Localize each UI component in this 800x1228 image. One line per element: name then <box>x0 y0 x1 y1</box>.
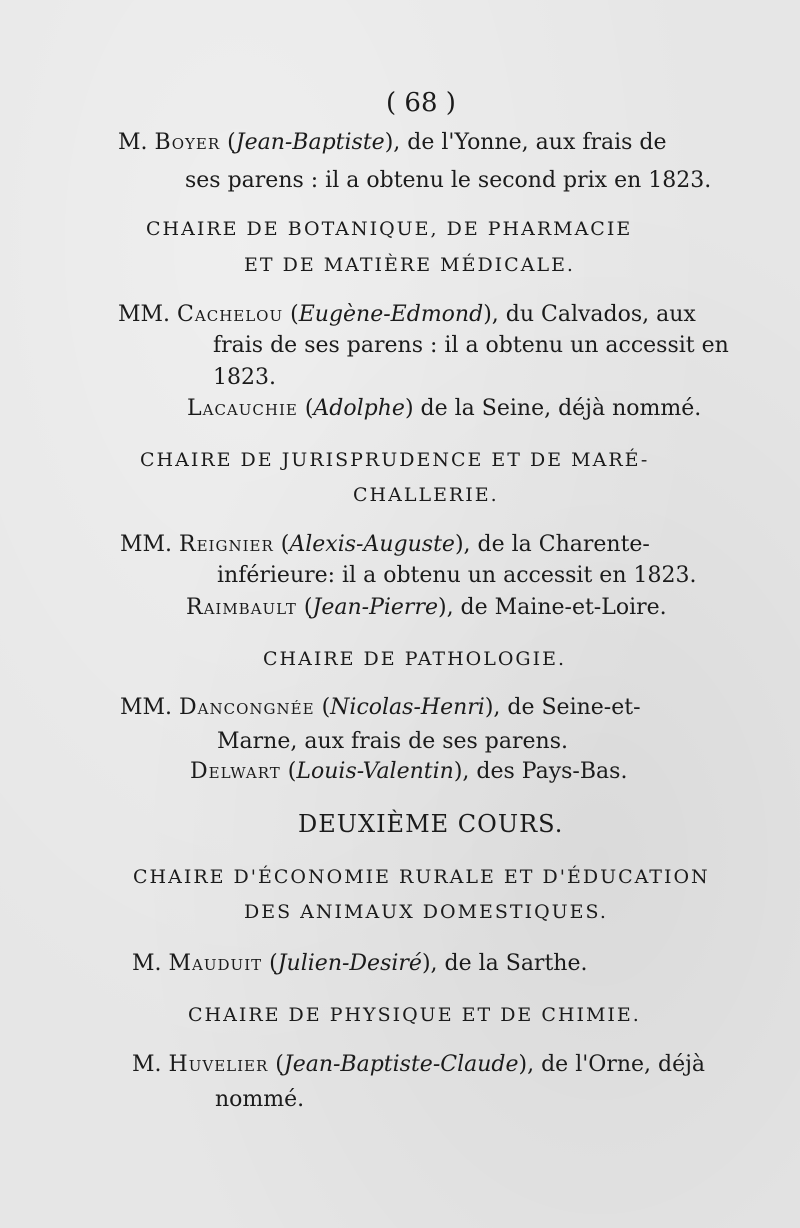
entry-rest: ), de Seine-et- <box>484 695 641 720</box>
entry-rest: ), de l'Orne, déjà <box>518 1052 706 1077</box>
entry-continuation: 1823. <box>213 365 276 390</box>
given-names: Alexis-Auguste <box>289 532 455 557</box>
entry-rest: ), des Pays-Bas. <box>453 759 628 784</box>
entry-mauduit <box>132 951 587 976</box>
paren-open: ( <box>275 1052 284 1077</box>
section-heading: CHAIRE DE PHYSIQUE ET DE CHIMIE. <box>188 1004 641 1026</box>
section-heading: CHALLERIE. <box>353 484 499 506</box>
surname: Reignier <box>179 532 274 557</box>
given-names: Louis-Valentin <box>296 759 454 784</box>
entry-continuation: ses parens : il a obtenu le second prix en 1823. <box>185 168 712 193</box>
entry-huvelier <box>132 1052 705 1077</box>
given-names: Jean-Pierre <box>312 595 438 620</box>
surname: Lacauchie <box>187 396 298 421</box>
paren-open: ( <box>287 759 297 784</box>
paren-open: ( <box>280 532 290 557</box>
section-heading: CHAIRE D'ÉCONOMIE RURALE ET D'ÉDUCATION <box>133 866 710 888</box>
entry-continuation: frais de ses parens : il a obtenu un accessit en <box>213 333 729 358</box>
given-names: Adolphe <box>313 396 405 421</box>
entry-delwart <box>190 759 627 784</box>
paren-open: ( <box>269 951 278 976</box>
entry-raimbault <box>186 595 667 620</box>
surname: Dancongnée <box>179 695 315 720</box>
honorific: M. <box>118 130 148 155</box>
entry-rest: ), de Maine-et-Loire. <box>437 595 667 620</box>
paren-open: ( <box>304 396 314 421</box>
given-names: Jean-Baptiste-Claude <box>283 1052 519 1077</box>
honorific: MM. <box>118 302 171 327</box>
paren-open: ( <box>290 302 299 327</box>
entry-continuation: nommé. <box>215 1087 305 1112</box>
entry-reignier <box>120 532 650 557</box>
entry-continuation: inférieure: il a obtenu un accessit en 1823. <box>217 563 697 588</box>
surname: Mauduit <box>168 951 263 976</box>
surname: Raimbault <box>186 595 297 620</box>
paren-open: ( <box>321 695 331 720</box>
given-names: Jean-Baptiste <box>235 130 385 155</box>
paren-open: ( <box>303 595 313 620</box>
section-heading: CHAIRE DE JURISPRUDENCE ET DE MARÉ- <box>140 449 650 471</box>
entry-rest: ), de la Sarthe. <box>421 951 588 976</box>
page-number: ( 68 ) <box>386 88 456 118</box>
paren-open: ( <box>227 130 236 155</box>
entry-rest: ), de la Charente- <box>454 532 650 557</box>
surname: Delwart <box>190 759 281 784</box>
given-names: Julien-Desiré <box>277 951 422 976</box>
entry-rest: ), du Calvados, aux <box>483 302 696 327</box>
honorific: M. <box>132 1052 162 1077</box>
entry-dancongnee <box>120 695 641 720</box>
given-names: Eugène-Edmond <box>298 302 484 327</box>
surname: Cachelou <box>177 302 284 327</box>
entry-continuation: Marne, aux frais de ses parens. <box>217 729 568 754</box>
entry-rest: ), de l'Yonne, aux frais de <box>384 130 667 155</box>
entry-cachelou <box>118 302 696 327</box>
honorific: MM. <box>120 695 173 720</box>
entry-boyer <box>118 130 667 155</box>
entry-rest: ) de la Seine, déjà nommé. <box>404 396 702 421</box>
section-heading: ET DE MATIÈRE MÉDICALE. <box>244 254 575 276</box>
surname: Huvelier <box>168 1052 269 1077</box>
given-names: Nicolas-Henri <box>330 695 485 720</box>
section-heading: CHAIRE DE PATHOLOGIE. <box>263 648 567 670</box>
section-heading: CHAIRE DE BOTANIQUE, DE PHARMACIE <box>146 218 633 240</box>
honorific: MM. <box>120 532 173 557</box>
section-heading: DES ANIMAUX DOMESTIQUES. <box>244 901 608 923</box>
course-heading: DEUXIÈME COURS. <box>298 810 564 838</box>
surname: Boyer <box>154 130 221 155</box>
honorific: M. <box>132 951 162 976</box>
entry-lacauchie <box>187 396 701 421</box>
